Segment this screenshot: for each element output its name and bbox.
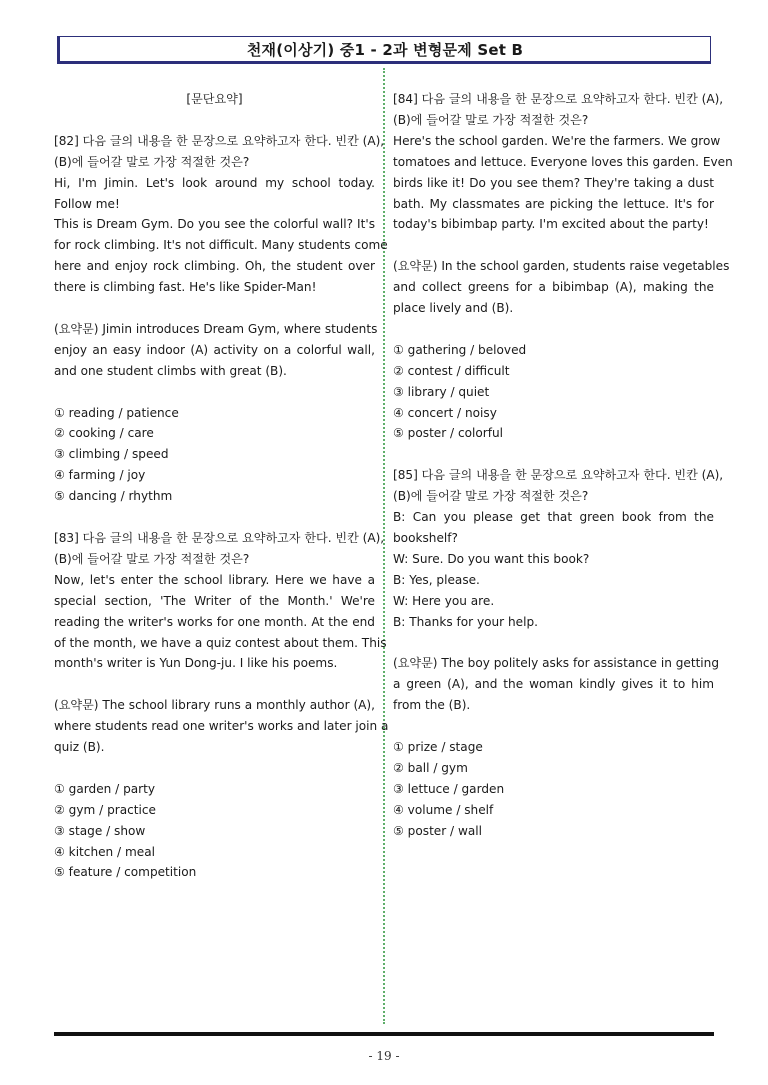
question-84 (393, 89, 733, 444)
passage-line: tomatoes and lettuce. Everyone loves this garden. Even (393, 154, 733, 169)
passage-line: B: Yes, please. (393, 572, 480, 587)
question-prompt: [83] 다음 글의 내용을 한 문장으로 요약하고자 한다. 빈칸 (A), (54, 530, 385, 545)
right-column (393, 89, 733, 842)
question-85 (393, 465, 724, 841)
summary-line: (요약문) In the school garden, students raise vegetables (393, 259, 730, 274)
answer-option[interactable]: ① gathering / beloved (393, 342, 527, 357)
answer-option[interactable]: ③ stage / show (54, 823, 146, 838)
question-prompt: [82] 다음 글의 내용을 한 문장으로 요약하고자 한다. 빈칸 (A), (54, 133, 385, 148)
footer-rule (54, 1032, 714, 1036)
answer-option[interactable]: ③ library / quiet (393, 384, 490, 399)
left-column (54, 89, 389, 883)
passage-line: Hi, I'm Jimin. Let's look around my school today. (54, 175, 375, 190)
question-prompt: [85] 다음 글의 내용을 한 문장으로 요약하고자 한다. 빈칸 (A), (393, 468, 724, 483)
summary-line: quiz (B). (54, 740, 105, 755)
passage-line: month's writer is Yun Dong-ju. I like his poems. (54, 656, 338, 671)
answer-option[interactable]: ① garden / party (54, 781, 156, 796)
answer-option[interactable]: ③ lettuce / garden (393, 781, 505, 796)
answer-option[interactable]: ⑤ poster / colorful (393, 426, 504, 441)
answer-option[interactable]: ③ climbing / speed (54, 447, 169, 462)
answer-option[interactable]: ② ball / gym (393, 760, 468, 775)
answer-option[interactable]: ② cooking / care (54, 426, 154, 441)
answer-option[interactable]: ④ farming / joy (54, 468, 146, 483)
question-prompt: (B)에 들어갈 말로 가장 적절한 것은? (54, 551, 250, 566)
summary-line: enjoy an easy indoor (A) activity on a colorful wall, (54, 342, 375, 357)
passage-line: bookshelf? (393, 530, 458, 545)
summary-line: and one student climbs with great (B). (54, 363, 287, 378)
passage-line: B: Thanks for your help. (393, 614, 538, 629)
passage-line: birds like it! Do you see them? They're taking a dust (393, 175, 714, 190)
summary-line: (요약문) The school library runs a monthly author (A), (54, 698, 375, 713)
answer-option[interactable]: ② gym / practice (54, 802, 156, 817)
question-83 (54, 528, 389, 883)
passage-line: reading the writer's works for one month. At the end (54, 614, 375, 629)
column-divider (383, 68, 385, 1024)
answer-option[interactable]: ⑤ feature / competition (54, 865, 197, 880)
answer-option[interactable]: ④ kitchen / meal (54, 844, 155, 859)
passage-line: today's bibimbap party. I'm excited about the party! (393, 217, 709, 232)
answer-option[interactable]: ① prize / stage (393, 740, 483, 755)
question-prompt: (B)에 들어갈 말로 가장 적절한 것은? (54, 154, 250, 169)
passage-line: B: Can you please get that green book from the (393, 510, 714, 525)
passage-line: W: Sure. Do you want this book? (393, 551, 590, 566)
passage-line: W: Here you are. (393, 593, 495, 608)
answer-option[interactable]: ⑤ dancing / rhythm (54, 489, 173, 504)
summary-line: place lively and (B). (393, 301, 514, 316)
summary-line: from the (B). (393, 698, 471, 713)
page-header (57, 36, 711, 64)
passage-line: special section, 'The Writer of the Month.' We're (54, 593, 375, 608)
summary-line: (요약문) Jimin introduces Dream Gym, where students (54, 321, 378, 336)
passage-line: there is climbing fast. He's like Spider-Man! (54, 280, 317, 295)
question-prompt: (B)에 들어갈 말로 가장 적절한 것은? (393, 112, 589, 127)
passage-line: of the month, we have a quiz contest about them. This (54, 635, 387, 650)
passage-line: Here's the school garden. We're the farmers. We grow (393, 133, 721, 148)
answer-option[interactable]: ② contest / difficult (393, 363, 510, 378)
passage-line: This is Dream Gym. Do you see the colorful wall? It's (54, 217, 375, 232)
summary-line: (요약문) The boy politely asks for assistance in getting (393, 656, 720, 671)
question-prompt: [84] 다음 글의 내용을 한 문장으로 요약하고자 한다. 빈칸 (A), (393, 92, 724, 106)
passage-line: Follow me! (54, 196, 120, 211)
question-prompt: (B)에 들어갈 말로 가장 적절한 것은? (393, 489, 589, 504)
passage-line: bath. My classmates are picking the lettuce. It's for (393, 196, 714, 211)
section-title: [문단요약] (186, 92, 243, 106)
passage-line: for rock climbing. It's not difficult. Many students come (54, 238, 388, 253)
summary-line: and collect greens for a bibimbap (A), making the (393, 280, 714, 295)
passage-line: here and enjoy rock climbing. Oh, the student over (54, 259, 375, 274)
page-title: 천재(이상기) 중1 - 2과 변형문제 Set B (246, 40, 524, 59)
page-number: - 19 - (368, 1049, 400, 1063)
answer-option[interactable]: ④ volume / shelf (393, 802, 494, 817)
answer-option[interactable]: ④ concert / noisy (393, 405, 497, 420)
summary-line: where students read one writer's works and later join a (54, 719, 389, 734)
question-82 (54, 131, 388, 507)
answer-option[interactable]: ⑤ poster / wall (393, 823, 483, 838)
passage-line: Now, let's enter the school library. Here we have a (54, 572, 375, 587)
summary-line: a green (A), and the woman kindly gives it to him (393, 677, 714, 692)
answer-option[interactable]: ① reading / patience (54, 405, 179, 420)
